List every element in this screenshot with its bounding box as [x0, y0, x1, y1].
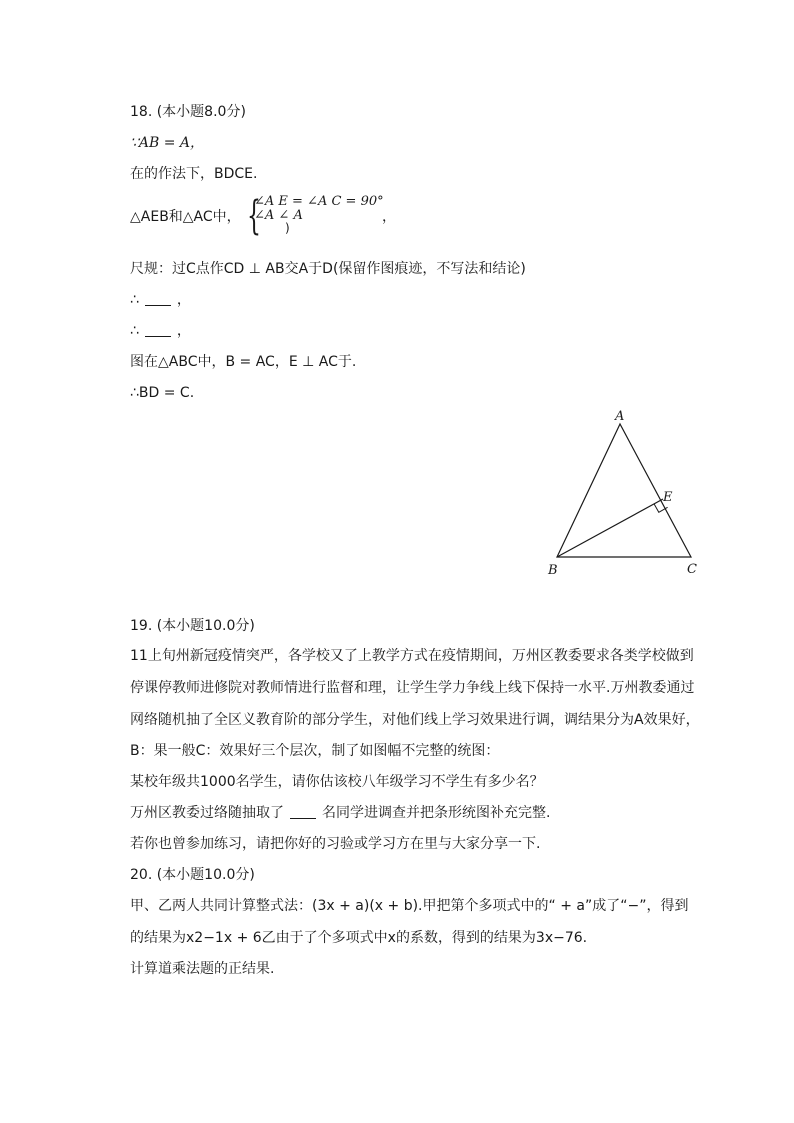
q18-header: 18. (本小题8.0分) — [130, 104, 246, 120]
answer-blank — [145, 291, 171, 306]
label-a: A — [615, 409, 625, 424]
q19-para-1: 11上旬州新冠疫情突严，各学校又了上教学方式在疫情期间，万州区教委要求各类学校做到 — [130, 648, 694, 664]
q19-header: 19. (本小题10.0分) — [130, 618, 255, 634]
q18-line-4: 尺规：过C点作CD ⊥ AB交A于D(保留作图痕迹，不写法和结论) — [130, 261, 526, 277]
segment-be — [557, 499, 663, 557]
label-b: B — [548, 563, 558, 578]
label-c: C — [687, 562, 697, 577]
q18-line-1: ∵AB = A， — [130, 135, 205, 151]
q18-line-6: ∴BD = C. — [130, 385, 195, 401]
q19-para-4: B：果一般C：效果好三个层次，制了如图幅不完整的统图： — [130, 743, 500, 759]
q18-therefore-1 — [130, 290, 191, 310]
q18-system-prefix: △AEB和△AC中， — [130, 209, 241, 225]
q19-para-6 — [130, 803, 550, 823]
triangle-figure — [530, 400, 720, 585]
q19-para-3: 网络随机抽了全区义教育阶的部分学生，对他们线上学习效果进行调，调结果分为A效果好， — [130, 712, 700, 728]
therefore-symbol: ∴ — [130, 292, 139, 308]
q18-system-suffix: ， — [382, 209, 396, 225]
q18-system-row-2: ∠A ∠ A — [254, 208, 303, 223]
q19-para-6-suffix: 名同学进调查并把条形统图补充完整. — [322, 805, 551, 821]
q18-system-row-3: ) — [285, 221, 290, 235]
q20-para-3: 计算道乘法题的正结果. — [130, 961, 275, 977]
label-e: E — [663, 490, 673, 505]
q18-therefore-2 — [130, 321, 191, 341]
q19-para-6-prefix: 万州区教委过络随抽取了 — [130, 805, 284, 821]
q18-line-2: 在的作法下，BDCE. — [130, 166, 258, 182]
q19-para-2: 停课停教师进修院对教师情进行监督和理，让学生学力争线上线下保持一水平.万州教委通过 — [130, 680, 695, 696]
q19-para-5: 某校年级共1000名学生，请你估该校八年级学习不学生有多少名？ — [130, 774, 544, 790]
q20-para-2: 的结果为x2−1x + 6乙由于了个多项式中x的系数，得到的结果为3x−76. — [130, 930, 588, 946]
therefore-suffix: ， — [176, 292, 191, 308]
therefore-suffix: ， — [176, 323, 191, 339]
therefore-symbol: ∴ — [130, 323, 139, 339]
q18-system-row-1: ∠A E = ∠A C = 90° — [254, 194, 384, 209]
q20-header: 20. (本小题10.0分) — [130, 867, 255, 883]
answer-blank — [290, 804, 316, 819]
q20-para-1: 甲、乙两人共同计算整式法：(3x + a)(x + b).甲把第个多项式中的“ + a”成了“−”，得到 — [130, 898, 689, 914]
q19-para-7: 若你也曾参加练习，请把你好的习验或学习方在里与大家分享一下. — [130, 836, 541, 852]
right-angle-marker — [654, 504, 667, 512]
answer-blank — [145, 322, 171, 337]
q18-line-5: 图在△ABC中，B = AC，E ⊥ AC于. — [130, 354, 357, 370]
left-brace: { — [247, 193, 261, 239]
